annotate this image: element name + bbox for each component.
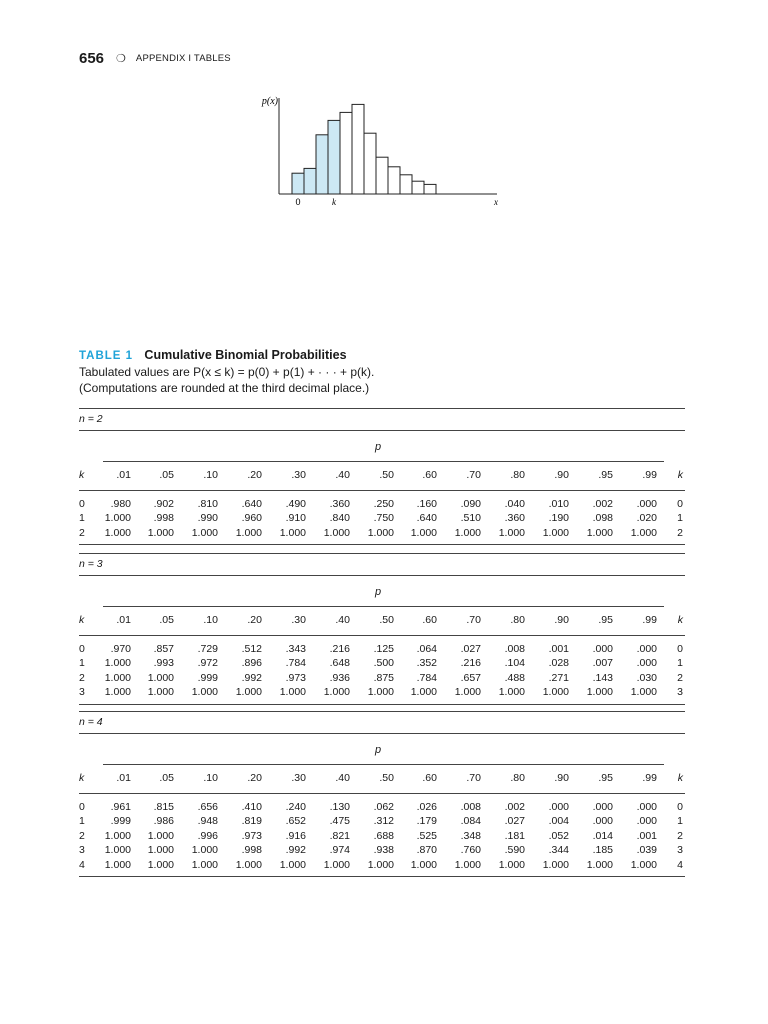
- table-cell: .000: [592, 815, 613, 828]
- table-cell: .896: [241, 657, 262, 670]
- p-value-header: .01: [116, 772, 131, 784]
- table-cell: .973: [241, 829, 262, 842]
- figure-bar: [340, 112, 352, 194]
- table-cell: .640: [241, 498, 262, 510]
- table-cell: .216: [460, 657, 481, 670]
- table-cell: .030: [636, 671, 657, 684]
- table-cell: 1.000: [498, 526, 525, 539]
- figure-tick-zero: 0: [295, 197, 301, 207]
- p-value-header: .99: [642, 469, 657, 481]
- p-value-header: .40: [335, 614, 350, 626]
- row-k: 0: [79, 498, 85, 510]
- figure-bar: [292, 173, 304, 194]
- p-rule: [103, 606, 664, 607]
- table-cell: 1.000: [454, 686, 481, 699]
- table-cell: 1.000: [630, 526, 657, 539]
- p-value-header: .05: [159, 614, 174, 626]
- header-rule: [79, 635, 685, 636]
- table-cell: .970: [110, 643, 131, 655]
- table-cell: 1.000: [410, 526, 437, 539]
- table-cell: .125: [373, 643, 394, 655]
- caption-line-2: (Computations are rounded at the third decimal place.): [79, 381, 370, 395]
- table-cell: .008: [504, 643, 525, 655]
- p-value-header: .50: [379, 469, 394, 481]
- table-cell: .657: [460, 671, 481, 684]
- p-value-header: .30: [291, 614, 306, 626]
- table-cell: .062: [373, 801, 394, 813]
- p-value-header: .20: [247, 469, 262, 481]
- table-cell: .960: [241, 512, 262, 525]
- table-cell: 1.000: [235, 858, 262, 871]
- table-cell: .084: [460, 815, 481, 828]
- table-row: [79, 859, 685, 873]
- figure-x-label: x: [494, 197, 498, 207]
- table-cell: .916: [285, 829, 306, 842]
- table-cell: .475: [329, 815, 350, 828]
- table-cell: 1.000: [410, 858, 437, 871]
- table-cell: .002: [592, 498, 613, 510]
- p-value-header: .05: [159, 469, 174, 481]
- table-cell: .760: [460, 844, 481, 857]
- table-cell: .185: [592, 844, 613, 857]
- table-cell: .360: [329, 498, 350, 510]
- table-cell: .961: [110, 801, 131, 813]
- table-cell: .815: [153, 801, 174, 813]
- bottom-rule: [79, 544, 685, 545]
- table-cell: .810: [197, 498, 218, 510]
- p-value-header: .90: [554, 772, 569, 784]
- table-cell: 1.000: [454, 858, 481, 871]
- table-cell: .973: [285, 671, 306, 684]
- table-cell: .271: [548, 671, 569, 684]
- table-cell: 1.000: [367, 858, 394, 871]
- p-value-header: .01: [116, 614, 131, 626]
- bottom-rule: [79, 704, 685, 705]
- table-cell: .512: [241, 643, 262, 655]
- table-cell: .990: [197, 512, 218, 525]
- table-cell: 1.000: [410, 686, 437, 699]
- figure-tick-k: k: [332, 197, 336, 207]
- caption-line-1: Tabulated values are P(x ≤ k) = p(0) + p(1) + · · · + p(k).: [79, 365, 375, 379]
- table-cell: .000: [636, 801, 657, 813]
- table-cell: .052: [548, 829, 569, 842]
- table-cell: .648: [329, 657, 350, 670]
- row-k: 4: [79, 858, 85, 871]
- table-cell: 1.000: [586, 858, 613, 871]
- p-value-header: .40: [335, 772, 350, 784]
- column-header-row: [79, 469, 685, 483]
- table-cell: .014: [592, 829, 613, 842]
- table-cell: .993: [153, 657, 174, 670]
- table-cell: .870: [416, 844, 437, 857]
- table-cell: .027: [504, 815, 525, 828]
- table-row: [79, 657, 685, 671]
- table-cell: 1.000: [104, 858, 131, 871]
- table-cell: 1.000: [235, 526, 262, 539]
- n-rule: [79, 733, 685, 734]
- table-cell: 1.000: [104, 512, 131, 525]
- running-head: APPENDIX I TABLES: [135, 52, 231, 64]
- table-cell: .027: [460, 643, 481, 655]
- table-cell: .510: [460, 512, 481, 525]
- p-rule: [103, 764, 664, 765]
- table-cell: .000: [548, 801, 569, 813]
- cumulative-probability-figure: [250, 90, 510, 210]
- row-k: 1: [677, 815, 683, 828]
- circle-ornament-icon: ❍: [116, 52, 126, 65]
- row-k: 0: [677, 643, 683, 655]
- table-cell: 1.000: [104, 671, 131, 684]
- p-value-header: .40: [335, 469, 350, 481]
- table-cell: .948: [197, 815, 218, 828]
- p-value-header: .50: [379, 614, 394, 626]
- table-cell: .972: [197, 657, 218, 670]
- p-value-header: .80: [510, 614, 525, 626]
- table-cell: .784: [285, 657, 306, 670]
- table-cell: .750: [373, 512, 394, 525]
- column-header-row: [79, 772, 685, 786]
- p-value-header: .70: [466, 772, 481, 784]
- p-value-header: .05: [159, 772, 174, 784]
- row-k: 2: [79, 526, 85, 539]
- p-value-header: .60: [422, 772, 437, 784]
- row-k: 1: [677, 657, 683, 670]
- p-value-header: .50: [379, 772, 394, 784]
- p-value-header: .10: [203, 469, 218, 481]
- table-cell: .098: [592, 512, 613, 525]
- table-cell: 1.000: [147, 858, 174, 871]
- table-cell: .525: [416, 829, 437, 842]
- header-rule: [79, 490, 685, 491]
- p-rule: [103, 461, 664, 462]
- table-cell: 1.000: [454, 526, 481, 539]
- table-cell: 1.000: [279, 526, 306, 539]
- top-rule: [79, 408, 685, 409]
- p-value-header: .10: [203, 772, 218, 784]
- column-header-row: [79, 614, 685, 628]
- table-cell: .039: [636, 844, 657, 857]
- table-cell: 1.000: [191, 844, 218, 857]
- p-value-header: .60: [422, 469, 437, 481]
- row-k: 0: [79, 801, 85, 813]
- row-k: 2: [79, 671, 85, 684]
- table-cell: .000: [636, 657, 657, 670]
- table-cell: 1.000: [542, 686, 569, 699]
- row-k: 4: [677, 858, 683, 871]
- table-cell: .999: [197, 671, 218, 684]
- table-cell: .000: [592, 643, 613, 655]
- table-cell: .312: [373, 815, 394, 828]
- p-header: p: [375, 586, 382, 598]
- figure-bar: [304, 168, 316, 194]
- p-value-header: .70: [466, 469, 481, 481]
- sample-size-label: n = 3: [79, 558, 103, 570]
- top-rule: [79, 711, 685, 712]
- table-cell: 1.000: [104, 657, 131, 670]
- table-cell: 1.000: [323, 526, 350, 539]
- p-value-header: .30: [291, 772, 306, 784]
- row-k: 0: [677, 801, 683, 813]
- table-cell: .656: [197, 801, 218, 813]
- table-cell: .104: [504, 657, 525, 670]
- table-cell: .902: [153, 498, 174, 510]
- row-k: 2: [79, 829, 85, 842]
- table-cell: .996: [197, 829, 218, 842]
- row-k: 1: [677, 512, 683, 525]
- table-cell: 1.000: [586, 686, 613, 699]
- table-cell: .938: [373, 844, 394, 857]
- row-k: 3: [79, 686, 85, 699]
- bottom-rule: [79, 876, 685, 877]
- table-label: TABLE 1: [79, 350, 134, 362]
- table-cell: .840: [329, 512, 350, 525]
- table-cell: 1.000: [323, 686, 350, 699]
- table-cell: .348: [460, 829, 481, 842]
- table-cell: .160: [416, 498, 437, 510]
- table-cell: 1.000: [367, 526, 394, 539]
- table-cell: .488: [504, 671, 525, 684]
- table-cell: .028: [548, 657, 569, 670]
- table-cell: .998: [241, 844, 262, 857]
- p-value-header: .01: [116, 469, 131, 481]
- p-value-header: .99: [642, 772, 657, 784]
- table-row: [79, 672, 685, 686]
- table-cell: 1.000: [104, 844, 131, 857]
- table-cell: .992: [285, 844, 306, 857]
- table-cell: 1.000: [147, 829, 174, 842]
- table-caption: [79, 347, 699, 396]
- table-row: [79, 643, 685, 657]
- top-rule: [79, 553, 685, 554]
- p-value-header: .99: [642, 614, 657, 626]
- table-cell: .004: [548, 815, 569, 828]
- table-cell: 1.000: [542, 526, 569, 539]
- table-cell: .640: [416, 512, 437, 525]
- table-cell: 1.000: [630, 686, 657, 699]
- table-cell: 1.000: [147, 671, 174, 684]
- sample-size-label: n = 2: [79, 413, 103, 425]
- table-cell: .090: [460, 498, 481, 510]
- n-rule: [79, 430, 685, 431]
- table-row: [79, 512, 685, 526]
- table-cell: 1.000: [323, 858, 350, 871]
- row-k: 2: [677, 829, 683, 842]
- k-header: k: [677, 772, 683, 784]
- table-cell: 1.000: [147, 686, 174, 699]
- table-cell: .250: [373, 498, 394, 510]
- p-value-header: .20: [247, 772, 262, 784]
- figure-bar: [412, 181, 424, 194]
- table-cell: 1.000: [104, 526, 131, 539]
- figure-bar: [388, 167, 400, 194]
- table-cell: .143: [592, 671, 613, 684]
- p-value-header: .70: [466, 614, 481, 626]
- figure-bar: [376, 157, 388, 194]
- figure-y-label: p(x): [261, 96, 278, 107]
- figure-bar: [364, 133, 376, 194]
- table-cell: .179: [416, 815, 437, 828]
- table-cell: .001: [548, 643, 569, 655]
- table-cell: 1.000: [191, 526, 218, 539]
- table-cell: .784: [416, 671, 437, 684]
- row-k: 3: [677, 686, 683, 699]
- table-cell: .490: [285, 498, 306, 510]
- table-cell: .875: [373, 671, 394, 684]
- table-cell: 1.000: [147, 844, 174, 857]
- table-cell: .001: [636, 829, 657, 842]
- table-cell: .652: [285, 815, 306, 828]
- header-rule: [79, 793, 685, 794]
- table-cell: .980: [110, 498, 131, 510]
- p-value-header: .80: [510, 469, 525, 481]
- row-k: 0: [677, 498, 683, 510]
- k-header: k: [79, 469, 85, 481]
- table-cell: .008: [460, 801, 481, 813]
- k-header: k: [79, 614, 85, 626]
- table-cell: .343: [285, 643, 306, 655]
- p-value-header: .90: [554, 469, 569, 481]
- table-cell: .729: [197, 643, 218, 655]
- row-k: 1: [79, 815, 85, 828]
- table-cell: .974: [329, 844, 350, 857]
- table-row: [79, 844, 685, 858]
- table-cell: 1.000: [191, 858, 218, 871]
- row-k: 3: [79, 844, 85, 857]
- row-k: 1: [79, 657, 85, 670]
- table-cell: 1.000: [147, 526, 174, 539]
- figure-bar: [328, 120, 340, 194]
- p-value-header: .90: [554, 614, 569, 626]
- p-value-header: .60: [422, 614, 437, 626]
- table-cell: .000: [636, 815, 657, 828]
- table-cell: .999: [110, 815, 131, 828]
- table-cell: 1.000: [498, 858, 525, 871]
- table-cell: .040: [504, 498, 525, 510]
- table-cell: .688: [373, 829, 394, 842]
- table-cell: .857: [153, 643, 174, 655]
- table-row: [79, 686, 685, 700]
- table-cell: .410: [241, 801, 262, 813]
- row-k: 0: [79, 643, 85, 655]
- table-row: [79, 830, 685, 844]
- table-cell: .352: [416, 657, 437, 670]
- table-cell: .064: [416, 643, 437, 655]
- p-header: p: [375, 441, 382, 453]
- table-cell: 1.000: [498, 686, 525, 699]
- figure-bar: [424, 184, 436, 194]
- table-cell: .998: [153, 512, 174, 525]
- table-row: [79, 527, 685, 541]
- table-cell: .986: [153, 815, 174, 828]
- row-k: 1: [79, 512, 85, 525]
- p-header: p: [375, 744, 382, 756]
- table-cell: .000: [592, 801, 613, 813]
- k-header: k: [79, 772, 85, 784]
- table-cell: 1.000: [104, 829, 131, 842]
- table-cell: 1.000: [367, 686, 394, 699]
- table-cell: 1.000: [191, 686, 218, 699]
- table-cell: .240: [285, 801, 306, 813]
- table-cell: .992: [241, 671, 262, 684]
- table-cell: .936: [329, 671, 350, 684]
- p-value-header: .95: [598, 469, 613, 481]
- table-row: [79, 801, 685, 815]
- p-value-header: .30: [291, 469, 306, 481]
- k-header: k: [677, 614, 683, 626]
- p-value-header: .80: [510, 772, 525, 784]
- table-row: [79, 815, 685, 829]
- table-cell: 1.000: [279, 686, 306, 699]
- figure-bar: [316, 135, 328, 194]
- table-cell: .819: [241, 815, 262, 828]
- table-cell: 1.000: [586, 526, 613, 539]
- n-rule: [79, 575, 685, 576]
- table-cell: .360: [504, 512, 525, 525]
- table-cell: .910: [285, 512, 306, 525]
- k-header: k: [677, 469, 683, 481]
- table-cell: .020: [636, 512, 657, 525]
- table-cell: .590: [504, 844, 525, 857]
- table-cell: .026: [416, 801, 437, 813]
- table-cell: .190: [548, 512, 569, 525]
- table-cell: 1.000: [630, 858, 657, 871]
- row-k: 2: [677, 526, 683, 539]
- table-cell: 1.000: [104, 686, 131, 699]
- table-cell: .007: [592, 657, 613, 670]
- table-cell: 1.000: [279, 858, 306, 871]
- table-cell: .216: [329, 643, 350, 655]
- p-value-header: .20: [247, 614, 262, 626]
- table-cell: .000: [636, 643, 657, 655]
- row-k: 3: [677, 844, 683, 857]
- table-cell: 1.000: [235, 686, 262, 699]
- p-value-header: .95: [598, 772, 613, 784]
- page-number: 656: [79, 49, 105, 67]
- table-cell: .344: [548, 844, 569, 857]
- row-k: 2: [677, 671, 683, 684]
- page-header: [79, 48, 231, 68]
- table-row: [79, 498, 685, 512]
- table-cell: .010: [548, 498, 569, 510]
- figure-bar: [352, 104, 364, 194]
- table-cell: .002: [504, 801, 525, 813]
- table-cell: .130: [329, 801, 350, 813]
- p-value-header: .10: [203, 614, 218, 626]
- p-value-header: .95: [598, 614, 613, 626]
- figure-bar: [400, 175, 412, 194]
- table-cell: .000: [636, 498, 657, 510]
- table-cell: .821: [329, 829, 350, 842]
- table-cell: .181: [504, 829, 525, 842]
- table-title: Cumulative Binomial Probabilities: [144, 348, 347, 362]
- table-cell: 1.000: [542, 858, 569, 871]
- table-cell: .500: [373, 657, 394, 670]
- sample-size-label: n = 4: [79, 716, 103, 728]
